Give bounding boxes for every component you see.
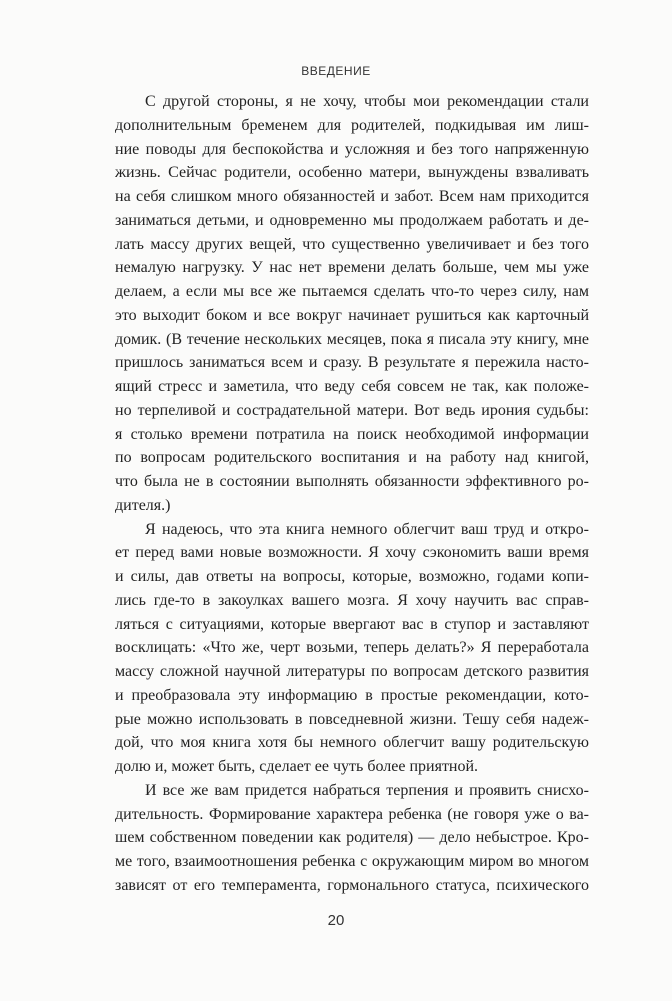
paragraph [115, 518, 589, 779]
text-line: Я надеюсь, что эта книга немного облегчит ваш труд и откро- [145, 520, 589, 538]
text-line: немалую нагрузку. У нас нет времени делать больше, чем мы уже [115, 259, 589, 277]
paragraph [115, 779, 589, 898]
text-line: дителя.) [115, 496, 171, 514]
body-text [115, 90, 589, 898]
text-line: шем собственном поведении как родителя) — дело небыстрое. Кро- [115, 829, 589, 847]
text-line: восклицать: «Что же, черт возьми, теперь делать?» Я переработала [115, 639, 589, 657]
text-line: зависят от его темперамента, гормонального статуса, психического [115, 876, 589, 894]
text-line: и силы, дав ответы на вопросы, которые, возможно, годами копи- [115, 568, 589, 585]
text-line: дой, что моя книга хотя бы немного облегчит вашу родительскую [115, 734, 589, 752]
text-line: лись где-то в закоулках вашего мозга. Я хочу научить вас справ- [115, 591, 589, 609]
text-line: что была не в состоянии выполнять обязанности эффективного ро- [115, 473, 589, 490]
text-line: жизнь. Сейчас родители, особенно матери, вынуждены взваливать [115, 164, 589, 182]
text-line: лать массу других вещей, что существенно увеличивает и без того [115, 235, 589, 253]
text-line: дополнительным бременем для родителей, подкидывая им лиш- [115, 116, 589, 134]
text-line: С другой стороны, я не хочу, чтобы мои рекомендации стали [145, 93, 589, 110]
text-line: дительность. Формирование характера ребенка (не говоря уже о ва- [115, 805, 589, 823]
paragraph [115, 90, 589, 518]
text-line: рые можно использовать в повседневной жизни. Тешу себя надеж- [115, 710, 589, 728]
text-line: домик. (В течение нескольких месяцев, пока я писала эту книгу, мне [115, 330, 589, 348]
text-line: ет перед вами новые возможности. Я хочу сэкономить ваши время [115, 544, 589, 562]
text-line: массу сложной научной литературы по вопросам детского развития [115, 663, 589, 680]
text-line: ляться с ситуациями, которые ввергают вас в ступор и заставляют [115, 615, 589, 633]
text-line: заниматься детьми, и одновременно мы продолжаем работать и де- [115, 211, 589, 229]
text-line: и преобразовала эту информацию в простые рекомендации, кото- [115, 686, 589, 704]
text-line: И все же вам придется набраться терпения и проявить снисхо- [145, 781, 589, 799]
text-line: по вопросам родительского воспитания и на работу над книгой, [115, 449, 589, 467]
text-line: но терпеливой и сострадательной матери. Вот ведь ирония судьбы: [115, 401, 589, 419]
text-line: я столько времени потратила на поиск необходимой информации [115, 425, 589, 443]
text-line: делаем, а если мы все же пытаемся сделать что-то через силу, нам [115, 283, 589, 300]
text-line: ящий стресс и заметила, что веду себя совсем не так, как положе- [115, 378, 589, 395]
running-header: ВВЕДЕНИЕ [301, 64, 371, 78]
text-line: ме того, взаимоотношения ребенка с окружающим миром во многом [115, 853, 589, 870]
text-line: долю и, может быть, сделает ее чуть более приятной. [115, 758, 479, 775]
text-line: пришлось заниматься всем и сразу. В результате я пережила насто- [115, 354, 589, 372]
page-number: 20 [327, 912, 345, 929]
text-line: на себя слишком много обязанностей и забот. Всем нам приходится [115, 188, 589, 205]
text-line: ние поводы для беспокойства и усложняя и без того напряженную [115, 140, 589, 158]
text-line: это выходит боком и все вокруг начинает рушиться как карточный [115, 306, 589, 324]
